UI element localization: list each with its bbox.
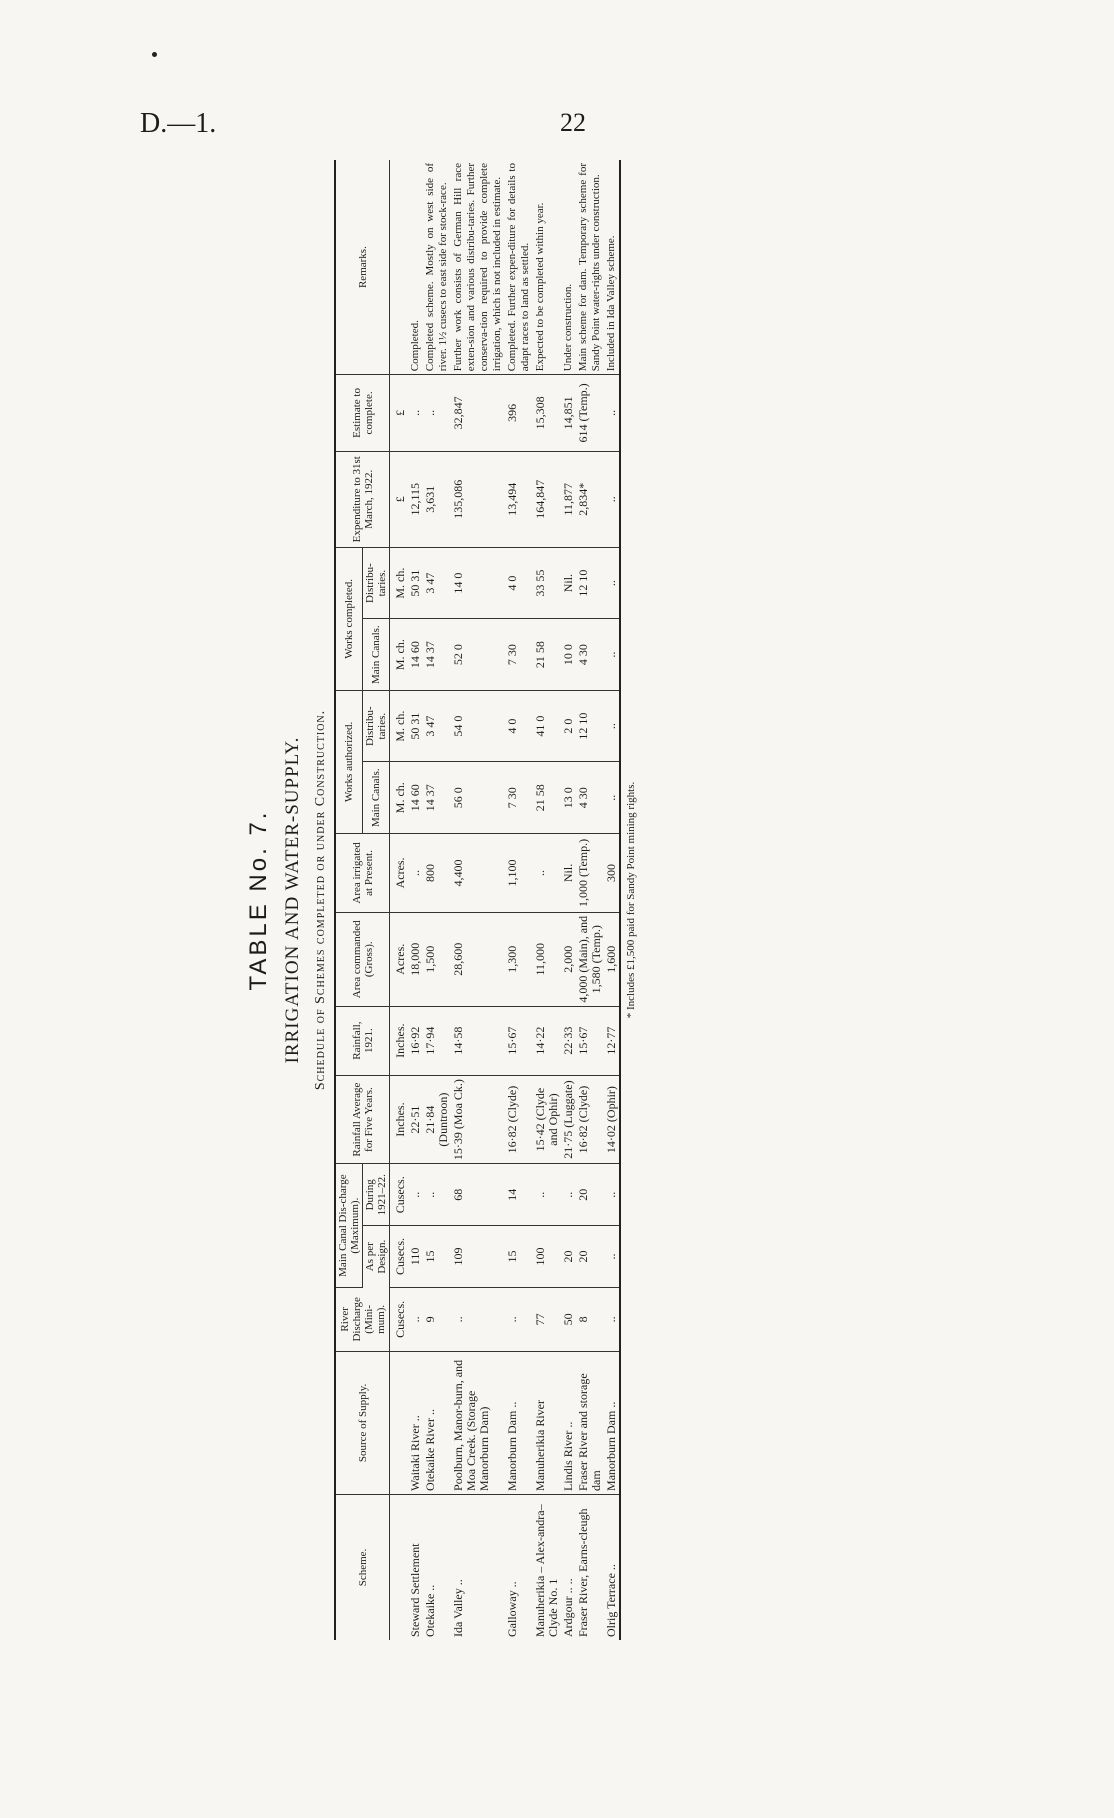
unit-cell: £ — [390, 451, 409, 547]
unit-cell: M. ch. — [390, 619, 409, 691]
unit-cell: M. ch. — [390, 547, 409, 619]
cell-source: Fraser River and storage dam — [576, 1351, 604, 1494]
unit-cell: Cusecs. — [390, 1287, 409, 1351]
cell-estimate: .. — [408, 375, 423, 451]
cell-expenditure: 12,115 — [408, 451, 423, 547]
cell-during: 14 — [505, 1164, 533, 1226]
unit-cell: Acres. — [390, 833, 409, 912]
footnote: * Includes £1,500 paid for Sandy Point mining rights. — [625, 781, 637, 1019]
cell-auth-main: .. — [604, 762, 620, 834]
header-during: During 1921–22. — [363, 1164, 390, 1226]
cell-commanded: 18,000 — [408, 912, 423, 1006]
cell-avg: 16·82 (Clyde) — [576, 1075, 604, 1164]
cell-r1921: 16·92 — [408, 1006, 423, 1075]
cell-remarks: Under construction. — [561, 160, 576, 375]
cell-river: .. — [408, 1287, 423, 1351]
unit-cell: M. ch. — [390, 690, 409, 762]
cell-r1921: 14·22 — [533, 1006, 561, 1075]
header-scheme: Scheme. — [335, 1494, 390, 1640]
header-comp-distributaries: Distribu-taries. — [363, 547, 390, 619]
cell-r1921: 22·33 — [561, 1006, 576, 1075]
cell-design: 15 — [505, 1226, 533, 1288]
cell-comp-main: 14 60 — [408, 619, 423, 691]
unit-cell: Cusecs. — [390, 1164, 409, 1226]
cell-scheme: Fraser River, Earns-cleugh — [576, 1508, 590, 1637]
cell-remarks: Completed. — [408, 160, 423, 375]
header-estimate: Estimate to complete. — [335, 375, 390, 451]
cell-river: 8 — [576, 1287, 604, 1351]
unit-cell: Inches. — [390, 1075, 409, 1164]
cell-comp-main: 52 0 — [451, 619, 505, 691]
table-row — [561, 160, 576, 1640]
table-row — [604, 160, 620, 1640]
cell-during: .. — [561, 1164, 576, 1226]
header-area-irrigated: Area irrigated at Present. — [335, 833, 390, 912]
cell-scheme: Otekaike .. — [423, 1584, 437, 1637]
unit-cell: M. ch. — [390, 762, 409, 834]
cell-comp-main: 10 0 — [561, 619, 576, 691]
cell-during: .. — [408, 1164, 423, 1226]
header-rainfall-average: Rainfall Average for Five Years. — [335, 1075, 390, 1164]
cell-river: 77 — [533, 1287, 561, 1351]
cell-source: Poolburn, Manor-burn, and Moa Creek. (Storage Manorburn Dam) — [451, 1351, 505, 1494]
cell-auth-main: 14 37 — [423, 762, 451, 834]
cell-auth-dist: 54 0 — [451, 690, 505, 762]
cell-auth-main: 14 60 — [408, 762, 423, 834]
cell-remarks: Expected to be completed within year. — [533, 160, 561, 375]
cell-comp-dist: 50 31 — [408, 547, 423, 619]
cell-comp-dist: 14 0 — [451, 547, 505, 619]
table-subtitle: Schedule of Schemes completed or under Construction. — [313, 709, 328, 1091]
cell-expenditure: 11,877 — [561, 451, 576, 547]
cell-comp-main: .. — [604, 619, 620, 691]
units-row — [390, 160, 409, 1640]
cell-auth-main: 21 58 — [533, 762, 561, 834]
cell-irrigated: 300 — [604, 833, 620, 912]
cell-estimate: .. — [604, 375, 620, 451]
cell-source: Lindis River .. — [561, 1351, 576, 1494]
cell-r1921: 15·67 — [576, 1006, 604, 1075]
cell-comp-main: 14 37 — [423, 619, 451, 691]
cell-avg: 16·82 (Clyde) — [505, 1075, 533, 1164]
cell-during: .. — [423, 1164, 451, 1226]
header-main-canal: Main Canal Dis-charge (Maximum). — [335, 1164, 363, 1287]
header-area-commanded: Area commanded (Gross). — [335, 912, 390, 1006]
cell-commanded: 11,000 — [533, 912, 561, 1006]
cell-river: 9 — [423, 1287, 451, 1351]
page-number: 22 — [560, 108, 586, 137]
cell-r1921: 14·58 — [451, 1006, 505, 1075]
cell-auth-dist: 2 0 — [561, 690, 576, 762]
table-row — [576, 160, 604, 1640]
cell-remarks: Included in Ida Valley scheme. — [604, 160, 620, 375]
cell-commanded: 1,300 — [505, 912, 533, 1006]
table-row — [451, 160, 505, 1640]
cell-source: Manorburn Dam .. — [505, 1351, 533, 1494]
cell-remarks: Main scheme for dam. Temporary scheme for Sandy Point water-rights under construction. — [576, 160, 604, 375]
unit-cell: Acres. — [390, 912, 409, 1006]
header-auth-main-canals: Main Canals. — [363, 762, 390, 834]
cell-auth-dist: .. — [604, 690, 620, 762]
unit-cell — [390, 1351, 409, 1494]
cell-auth-dist: 4 0 — [505, 690, 533, 762]
header-auth-distributaries: Distribu-taries. — [363, 690, 390, 762]
cell-source: Otekaike River .. — [423, 1351, 451, 1494]
cell-river: 50 — [561, 1287, 576, 1351]
cell-source: Manuherikia River — [533, 1351, 561, 1494]
cell-remarks: Completed scheme. Mostly on west side of river. 1½ cusecs to east side for stock-race. — [423, 160, 451, 375]
cell-auth-dist: 41 0 — [533, 690, 561, 762]
cell-design: 100 — [533, 1226, 561, 1288]
table-row — [408, 160, 423, 1640]
header-source: Source of Supply. — [335, 1351, 390, 1494]
cell-irrigated: .. — [533, 833, 561, 912]
header-expenditure: Expenditure to 31st March, 1922. — [335, 451, 390, 547]
cell-estimate: 396 — [505, 375, 533, 451]
cell-design: 15 — [423, 1226, 451, 1288]
cell-source: Waitaki River .. — [408, 1351, 423, 1494]
cell-commanded: 2,000 — [561, 912, 576, 1006]
cell-expenditure: 135,086 — [451, 451, 505, 547]
cell-irrigated: 800 — [423, 833, 451, 912]
unit-cell: £ — [390, 375, 409, 451]
cell-remarks: Further work consists of German Hill race exten-sion and various distribu-taries. Further conserva-tion required to provide complete irrigation, which is not included in estimate. — [451, 160, 505, 375]
cell-avg: 21·75 (Luggate) — [561, 1075, 576, 1164]
cell-commanded: 1,600 — [604, 912, 620, 1006]
cell-comp-main: 4 30 — [576, 619, 604, 691]
cell-auth-dist: 50 31 — [408, 690, 423, 762]
cell-comp-dist: 4 0 — [505, 547, 533, 619]
unit-cell — [390, 160, 409, 375]
unit-cell: Cusecs. — [390, 1226, 409, 1288]
cell-during: 68 — [451, 1164, 505, 1226]
cell-source: Manorburn Dam .. — [604, 1351, 620, 1494]
cell-expenditure: 3,631 — [423, 451, 451, 547]
cell-river: .. — [604, 1287, 620, 1351]
cell-during: .. — [604, 1164, 620, 1226]
cell-comp-dist: 12 10 — [576, 547, 604, 619]
cell-scheme: Olrig Terrace .. — [604, 1494, 620, 1640]
cell-irrigated: 4,400 — [451, 833, 505, 912]
cell-avg: 21·84 (Duntroon) — [423, 1075, 451, 1164]
cell-design: 20 — [576, 1226, 604, 1288]
cell-river: .. — [505, 1287, 533, 1351]
cell-expenditure: .. — [604, 451, 620, 547]
cell-irrigated: 1,000 (Temp.) — [576, 833, 604, 912]
header-rainfall-1921: Rainfall, 1921. — [335, 1006, 390, 1075]
cell-during: .. — [533, 1164, 561, 1226]
cell-comp-dist: 33 55 — [533, 547, 561, 619]
cell-design: 109 — [451, 1226, 505, 1288]
cell-scheme: Galloway .. — [505, 1581, 519, 1637]
cell-scheme: Steward Settlement — [408, 1543, 422, 1637]
cell-r1921: 15·67 — [505, 1006, 533, 1075]
cell-irrigated: Nil. — [561, 833, 576, 912]
cell-expenditure: 164,847 — [533, 451, 561, 547]
cell-estimate: 14,851 — [561, 375, 576, 451]
cell-auth-main: 56 0 — [451, 762, 505, 834]
cell-commanded: 1,500 — [423, 912, 451, 1006]
cell-avg: 14·02 (Ophir) — [604, 1075, 620, 1164]
cell-r1921: 12·77 — [604, 1006, 620, 1075]
header-works-completed: Works completed. — [335, 547, 363, 690]
cell-irrigated: 1,100 — [505, 833, 533, 912]
cell-comp-main: 7 30 — [505, 619, 533, 691]
cell-comp-dist: 3 47 — [423, 547, 451, 619]
cell-estimate: 15,308 — [533, 375, 561, 451]
header-works-authorized: Works authorized. — [335, 690, 363, 833]
cell-during: 20 — [576, 1164, 604, 1226]
cell-auth-main: 13 0 — [561, 762, 576, 834]
unit-cell — [390, 1494, 409, 1640]
cell-expenditure: 2,834* — [576, 451, 604, 547]
document-reference: D.—1. — [140, 108, 217, 139]
cell-r1921: 17·94 — [423, 1006, 451, 1075]
cell-avg: 15·42 (Clyde and Ophir) — [533, 1075, 561, 1164]
unit-cell: Inches. — [390, 1006, 409, 1075]
cell-design: 110 — [408, 1226, 423, 1288]
cell-commanded: 4,000 (Main), and 1,580 (Temp.) — [576, 912, 604, 1006]
table-number: TABLE No. 7. — [245, 809, 272, 991]
cell-scheme: Manuherikia – Alex-andra–Clyde No. 1 — [533, 1504, 560, 1637]
rotated-table-block — [240, 160, 880, 1640]
table-title: IRRIGATION AND WATER-SUPPLY. — [282, 736, 303, 1064]
cell-auth-dist: 3 47 — [423, 690, 451, 762]
cell-comp-dist: Nil. — [561, 547, 576, 619]
cell-scheme: Ida Valley .. — [451, 1579, 465, 1637]
cell-commanded: 28,600 — [451, 912, 505, 1006]
cell-avg: 15·39 (Moa Ck.) — [451, 1075, 505, 1164]
irrigation-schedule-table — [334, 160, 621, 1640]
cell-river: .. — [451, 1287, 505, 1351]
table-row — [423, 160, 451, 1640]
cell-auth-dist: 12 10 — [576, 690, 604, 762]
cell-remarks: Completed. Further expen-diture for details to adapt races to land as settled. — [505, 160, 533, 375]
cell-expenditure: 13,494 — [505, 451, 533, 547]
cell-comp-main: 21 58 — [533, 619, 561, 691]
cell-auth-main: 7 30 — [505, 762, 533, 834]
ink-dot — [152, 52, 157, 57]
header-remarks: Remarks. — [335, 160, 390, 375]
header-comp-main-canals: Main Canals. — [363, 619, 390, 691]
cell-avg: 22·51 — [408, 1075, 423, 1164]
cell-estimate: 614 (Temp.) — [576, 375, 604, 451]
cell-auth-main: 4 30 — [576, 762, 604, 834]
cell-estimate: 32,847 — [451, 375, 505, 451]
table-row — [505, 160, 533, 1640]
header-river-discharge: River Discharge (Mini-mum). — [335, 1287, 390, 1351]
table-row — [533, 160, 561, 1640]
cell-irrigated: .. — [408, 833, 423, 912]
cell-comp-dist: .. — [604, 547, 620, 619]
cell-design: .. — [604, 1226, 620, 1288]
cell-design: 20 — [561, 1226, 576, 1288]
cell-scheme: Ardgour .. .. — [561, 1578, 575, 1637]
cell-estimate: .. — [423, 375, 451, 451]
header-as-per-design: As per Design. — [363, 1226, 390, 1288]
